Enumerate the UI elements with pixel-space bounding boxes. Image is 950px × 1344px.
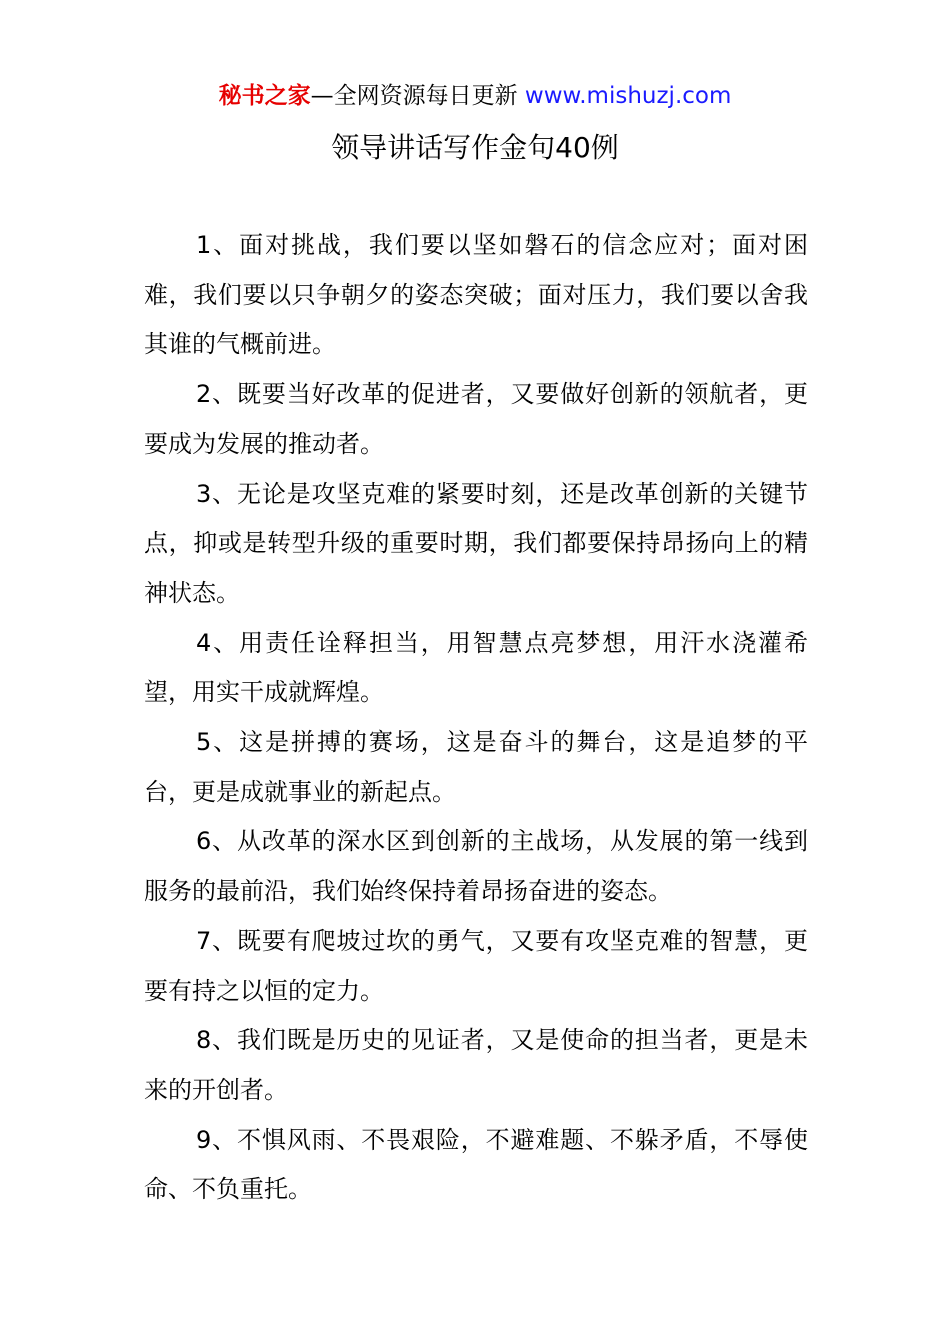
document-title: 领导讲话写作金句40例 (331, 131, 619, 164)
paragraph: 7、既要有爬坡过坎的勇气，又要有攻坚克难的智慧，更要有持之以恒的定力。 (144, 926, 808, 1005)
site-url-link[interactable]: www.mishuzj.com (524, 83, 732, 109)
paragraph: 2、既要当好改革的促进者，又要做好创新的领航者，更要成为发展的推动者。 (144, 380, 808, 458)
document-body (144, 221, 808, 1215)
paragraph: 3、无论是攻坚克难的紧要时刻，还是改革创新的关键节点，抑或是转型升级的重要时期，我们都要保持昂扬向上的精神状态。 (144, 479, 808, 607)
brand-name: 秘书之家 (218, 83, 311, 109)
paragraph: 8、我们既是历史的见证者，又是使命的担当者，更是未来的开创者。 (144, 1026, 808, 1104)
paragraph: 1、面对挑战，我们要以坚如磐石的信念应对；面对困难，我们要以只争朝夕的姿态突破；面对压力，我们要以舍我其谁的气概前进。 (144, 231, 808, 359)
paragraph: 4、用责任诠释担当，用智慧点亮梦想，用汗水浇灌希望，用实干成就辉煌。 (144, 628, 808, 707)
paragraph: 5、这是拼搏的赛场，这是奋斗的舞台，这是追梦的平台，更是成就事业的新起点。 (144, 728, 808, 806)
site-header (0, 78, 950, 114)
header-slogan: —全网资源每日更新 (310, 83, 518, 109)
paragraph: 9、不惧风雨、不畏艰险，不避难题、不躲矛盾，不辱使命、不负重托。 (144, 1125, 808, 1204)
paragraph: 6、从改革的深水区到创新的主战场，从发展的第一线到服务的最前沿，我们始终保持着昂扬奋进的姿态。 (144, 827, 808, 906)
